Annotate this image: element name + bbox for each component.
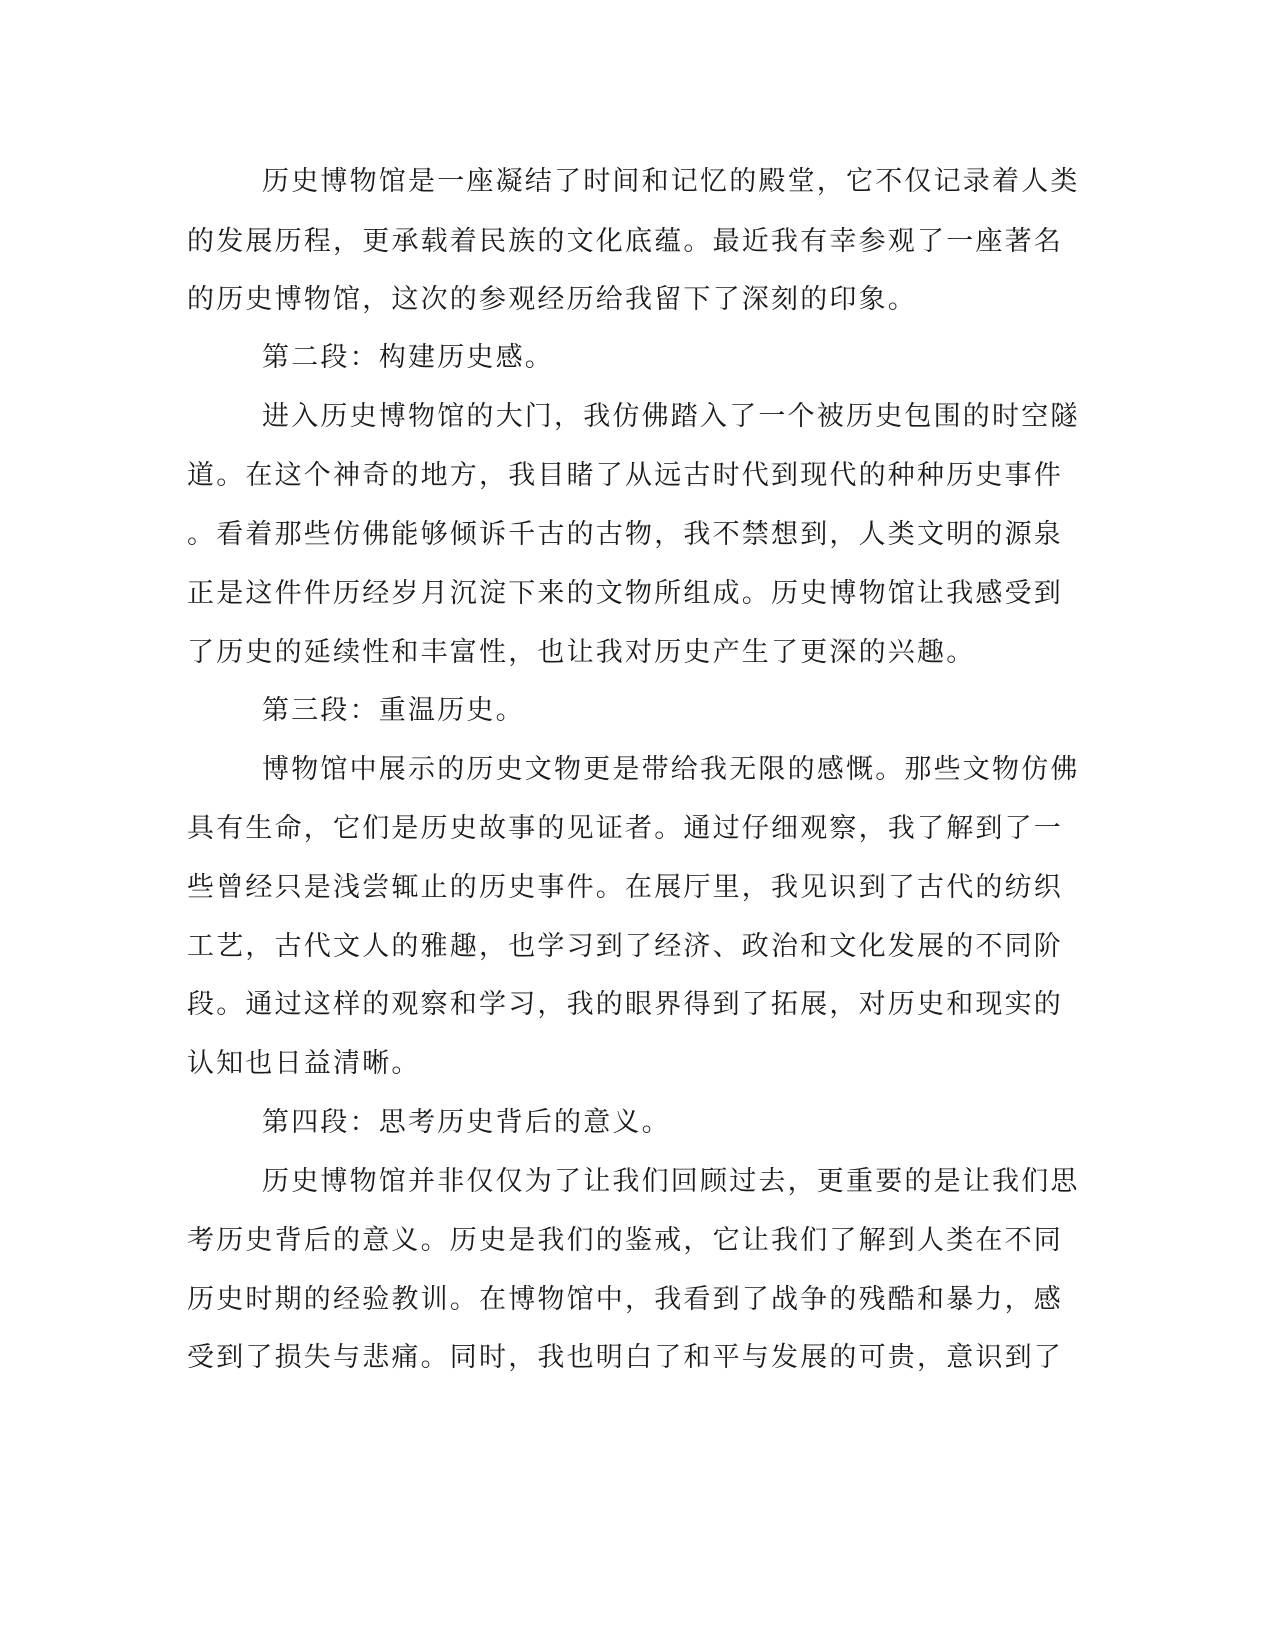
- paragraph-2-line-5: 了历史的延续性和丰富性，也让我对历史产生了更深的兴趣。: [187, 637, 976, 668]
- paragraph-4-line-3: 历史时期的经验教训。在博物馆中，我看到了战争的残酷和暴力，感: [187, 1284, 1063, 1315]
- section-heading-2: 第二段：构建历史感。: [262, 342, 554, 373]
- section-heading-3: 第三段：重温历史。: [262, 695, 525, 726]
- paragraph-2-line-3: 。看着那些仿佛能够倾诉千古的古物，我不禁想到，人类文明的源泉: [187, 519, 1063, 550]
- paragraph-2-line-1: 进入历史博物馆的大门，我仿佛踏入了一个被历史包围的时空隧: [262, 401, 1080, 432]
- paragraph-1-line-1: 历史博物馆是一座凝结了时间和记忆的殿堂，它不仅记录着人类: [262, 166, 1080, 197]
- paragraph-1-line-3: 的历史博物馆，这次的参观经历给我留下了深刻的印象。: [187, 284, 917, 315]
- paragraph-3-line-5: 段。通过这样的观察和学习，我的眼界得到了拓展，对历史和现实的: [187, 989, 1063, 1020]
- paragraph-2-line-2: 道。在这个神奇的地方，我目睹了从远古时代到现代的种种历史事件: [187, 460, 1063, 491]
- paragraph-4-line-4: 受到了损失与悲痛。同时，我也明白了和平与发展的可贵，意识到了: [187, 1342, 1063, 1373]
- paragraph-3-line-2: 具有生命，它们是历史故事的见证者。通过仔细观察，我了解到了一: [187, 813, 1063, 844]
- paragraph-3-line-6: 认知也日益清晰。: [187, 1048, 421, 1079]
- paragraph-3-line-4: 工艺，古代文人的雅趣，也学习到了经济、政治和文化发展的不同阶: [187, 931, 1063, 962]
- paragraph-3-line-1: 博物馆中展示的历史文物更是带给我无限的感慨。那些文物仿佛: [262, 754, 1080, 785]
- paragraph-2-line-4: 正是这件件历经岁月沉淀下来的文物所组成。历史博物馆让我感受到: [187, 578, 1063, 609]
- section-heading-4: 第四段：思考历史背后的意义。: [262, 1107, 671, 1138]
- paragraph-4-line-2: 考历史背后的意义。历史是我们的鉴戒，它让我们了解到人类在不同: [187, 1225, 1063, 1256]
- paragraph-1-line-2: 的发展历程，更承载着民族的文化底蕴。最近我有幸参观了一座著名: [187, 226, 1063, 257]
- paragraph-3-line-3: 些曾经只是浅尝辄止的历史事件。在展厅里，我见识到了古代的纺织: [187, 872, 1063, 903]
- paragraph-4-line-1: 历史博物馆并非仅仅为了让我们回顾过去，更重要的是让我们思: [262, 1166, 1080, 1197]
